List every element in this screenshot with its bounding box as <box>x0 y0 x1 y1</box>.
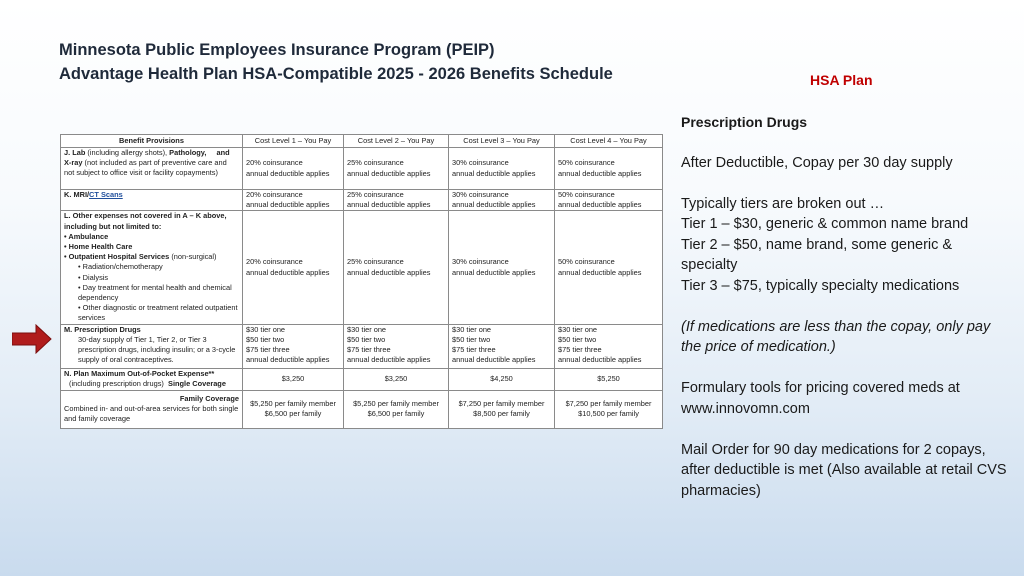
table-row <box>61 211 663 324</box>
prescription-notes-panel <box>681 112 1011 501</box>
formulary-url: www.innovomn.com <box>681 400 810 417</box>
table-cell <box>555 390 663 428</box>
table-cell <box>243 148 344 190</box>
cell-line: annual deductible applies <box>558 168 642 178</box>
cell-line: annual deductible applies <box>347 355 431 365</box>
table-cell <box>243 211 344 324</box>
title-line-1: Minnesota Public Employees Insurance Program (PEIP) <box>59 41 495 59</box>
bullet-item: • Home Health Care <box>64 242 133 252</box>
row-label-bold: Pathology, <box>169 148 207 157</box>
slide-title <box>59 38 613 86</box>
panel-heading: Prescription Drugs <box>681 114 808 130</box>
sub-bullet-item: • Day treatment for mental health and chemical dependency <box>78 282 232 303</box>
table-row <box>61 190 663 211</box>
table-cell: $4,250 <box>449 368 555 390</box>
cell-line: annual deductible applies <box>347 168 431 178</box>
cell-line: $75 tier three <box>452 345 496 355</box>
row-label-text: Combined in- and out-of-area services for both single and family coverage <box>64 404 239 424</box>
cell-line: $75 tier three <box>246 345 290 355</box>
table-cell <box>555 211 663 324</box>
tier-3-note: Tier 3 – $75, typically specialty medications <box>681 277 960 294</box>
cell-line: $7,250 per family member <box>565 398 652 408</box>
table-cell <box>344 324 449 368</box>
row-label-text: 30-day supply of Tier 1, Tier 2, or Tier 3 prescription drugs, including insulin; or a 3-cycle supply of oral contraceptives. <box>78 334 236 365</box>
cell-line: annual deductible applies <box>452 355 536 365</box>
cell-line: $5,250 per family member <box>250 398 336 408</box>
row-label-other <box>61 211 243 324</box>
cell-line: 50% coinsurance <box>558 257 615 267</box>
cell-line: $7,250 per family member <box>458 398 545 408</box>
cell-line: 30% coinsurance <box>452 158 509 168</box>
cell-line: $6,500 per family <box>367 409 425 419</box>
cell-line: $8,500 per family <box>473 409 530 419</box>
cell-line: 25% coinsurance <box>347 257 404 267</box>
plan-label: HSA Plan <box>810 72 873 88</box>
mail-order-note: Mail Order for 90 day medications for 2 copays, after deductible is met (Also available at retail CVS pharmacies) <box>681 441 1007 499</box>
cell-line: 50% coinsurance <box>558 190 615 199</box>
cell-line: $50 tier two <box>246 334 285 344</box>
table-cell <box>449 324 555 368</box>
cell-line: $75 tier three <box>558 345 602 355</box>
cell-line: 25% coinsurance <box>347 190 404 199</box>
table-cell <box>344 190 449 211</box>
col-header: Cost Level 3 – You Pay <box>449 135 555 148</box>
cell-line: annual deductible applies <box>246 200 330 210</box>
row-label-bold: and X-ray <box>64 148 230 168</box>
row-label-text: (including allergy shots), <box>85 148 170 157</box>
tier-1-note: Tier 1 – $30, generic & common name brand <box>681 216 969 232</box>
cell-line: annual deductible applies <box>246 355 330 365</box>
cell-line: annual deductible applies <box>452 200 536 210</box>
cell-line: $50 tier two <box>558 334 597 344</box>
pointer-arrow-icon <box>12 324 52 354</box>
table-cell <box>344 148 449 190</box>
table-row <box>61 324 663 368</box>
table-cell <box>449 390 555 428</box>
row-label-mri <box>61 190 243 211</box>
table-cell <box>243 390 344 428</box>
row-label-lab <box>61 148 243 190</box>
cell-line: annual deductible applies <box>347 267 431 277</box>
cell-line: annual deductible applies <box>246 168 330 178</box>
cell-line: 30% coinsurance <box>452 190 509 199</box>
col-header: Cost Level 2 – You Pay <box>344 135 449 148</box>
col-header: Cost Level 4 – You Pay <box>555 135 663 148</box>
row-label-bold: J. Lab <box>64 148 86 157</box>
tier-2-note: Tier 2 – $50, name brand, some generic & specialty <box>681 236 953 273</box>
cell-line: annual deductible applies <box>558 267 642 277</box>
formulary-note: Formulary tools for pricing covered meds at <box>681 380 960 396</box>
row-label-family <box>61 390 243 428</box>
cell-line: 30% coinsurance <box>452 257 509 267</box>
table-cell <box>555 148 663 190</box>
cell-line: annual deductible applies <box>558 355 642 365</box>
row-label-text: (including prescription drugs) <box>69 378 164 388</box>
cell-line: $30 tier one <box>246 324 286 334</box>
row-label-bold: L. Other expenses not covered in A – K above, including but not limited to: <box>64 211 227 231</box>
cell-line: annual deductible applies <box>347 200 431 210</box>
row-label-bold: N. Plan Maximum Out-of-Pocket Expense** <box>64 368 215 378</box>
table-cell <box>243 324 344 368</box>
table-cell <box>243 190 344 211</box>
deductible-note: After Deductible, Copay per 30 day supply <box>681 154 953 171</box>
cell-line: 20% coinsurance <box>246 190 303 199</box>
cell-line: $50 tier two <box>452 334 491 344</box>
bullet-note: (non-surgical) <box>169 252 217 262</box>
benefits-schedule-table <box>60 134 663 429</box>
row-label-bold: K. MRI/ <box>64 190 90 199</box>
table-cell <box>449 211 555 324</box>
copay-note: (If medications are less than the copay, only pay the price of medication.) <box>681 318 991 355</box>
ct-scans-link[interactable]: CT Scans <box>89 190 123 199</box>
cell-line: annual deductible applies <box>452 168 536 178</box>
sub-bullet-item: • Other diagnostic or treatment related outpatient services <box>78 303 238 323</box>
row-label-bold: M. Prescription Drugs <box>64 324 141 334</box>
bullet-item: • Outpatient Hospital Services <box>64 252 170 262</box>
table-cell <box>449 148 555 190</box>
col-header: Cost Level 1 – You Pay <box>243 135 344 148</box>
cell-line: annual deductible applies <box>246 267 330 277</box>
table-row <box>61 148 663 190</box>
table-cell <box>555 324 663 368</box>
title-line-2: Advantage Health Plan HSA-Compatible 2025 - 2026 Benefits Schedule <box>59 65 613 83</box>
cell-line: $6,500 per family <box>264 409 322 419</box>
cell-line: annual deductible applies <box>558 200 642 210</box>
bullet-item: • Ambulance <box>64 231 109 241</box>
row-label-max-oop <box>61 368 243 390</box>
row-label-text: (not included as part of preventive care and not subject to office visit or facility copayments) <box>64 158 227 178</box>
cell-line: $30 tier one <box>347 324 387 334</box>
cell-line: $5,250 per family member <box>353 398 439 408</box>
sub-bullet-item: • Radiation/chemotherapy <box>78 262 163 272</box>
table-cell: $3,250 <box>243 368 344 390</box>
table-row <box>61 390 663 428</box>
cell-line: $10,500 per family <box>578 409 639 419</box>
cell-line: 20% coinsurance <box>246 257 303 267</box>
tiers-intro: Typically tiers are broken out … <box>681 195 885 212</box>
single-coverage-label: Single Coverage <box>168 378 226 388</box>
table-cell: $5,250 <box>555 368 663 390</box>
col-header: Benefit Provisions <box>61 135 243 148</box>
table-cell <box>344 390 449 428</box>
table-row <box>61 368 663 390</box>
table-cell <box>344 211 449 324</box>
sub-bullet-item: • Dialysis <box>78 272 109 282</box>
cell-line: 25% coinsurance <box>347 158 404 168</box>
cell-line: $75 tier three <box>347 345 391 355</box>
family-coverage-label: Family Coverage <box>179 393 239 403</box>
table-cell: $3,250 <box>344 368 449 390</box>
cell-line: $30 tier one <box>452 324 492 334</box>
table-cell <box>449 190 555 211</box>
cell-line: $50 tier two <box>347 334 386 344</box>
table-cell <box>555 190 663 211</box>
cell-line: annual deductible applies <box>452 267 536 277</box>
cell-line: $30 tier one <box>558 324 598 334</box>
cell-line: 20% coinsurance <box>246 158 303 168</box>
row-label-prescription <box>61 324 243 368</box>
table-header-row <box>61 135 663 148</box>
cell-line: 50% coinsurance <box>558 158 615 168</box>
